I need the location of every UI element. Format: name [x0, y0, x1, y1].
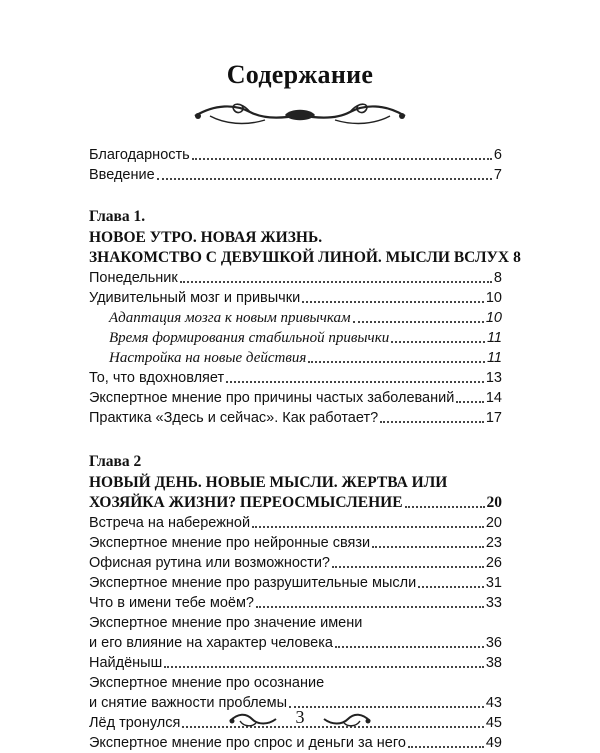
page-number: 3 [295, 707, 305, 727]
toc-entry[interactable]: Что в имени тебе моём? 33 [89, 595, 502, 611]
dot-leader [308, 361, 485, 363]
left-flourish-icon [228, 711, 278, 731]
dot-leader [252, 526, 484, 528]
dot-leader [408, 746, 484, 748]
dot-leader [380, 421, 484, 423]
toc-entry[interactable]: и его влияние на характер человека 36 [89, 635, 502, 651]
table-of-contents [89, 145, 521, 753]
dot-leader [256, 606, 484, 608]
toc-entry-line[interactable]: Экспертное мнение про значение имени [89, 615, 363, 631]
toc-entry[interactable]: Экспертное мнение про разрушительные мысли 31 [89, 575, 502, 591]
toc-entry[interactable]: Экспертное мнение про спрос и деньги за него 49 [89, 735, 502, 751]
toc-entry[interactable]: Практика «Здесь и сейчас». Как работает? 17 [89, 410, 502, 426]
dot-leader [391, 341, 485, 343]
toc-entry[interactable]: Экспертное мнение про причины частых заболеваний 14 [89, 390, 502, 406]
right-flourish-icon [322, 711, 372, 731]
dot-leader [418, 586, 484, 588]
toc-entry[interactable]: Офисная рутина или возможности? 26 [89, 555, 502, 571]
toc-entry-line[interactable]: Экспертное мнение про осознание [89, 675, 325, 691]
dot-leader [405, 506, 485, 508]
dot-leader [226, 381, 484, 383]
chapter-heading: Глава 1. [89, 208, 146, 225]
toc-subentry[interactable]: Настройка на новые действия 11 [109, 350, 502, 366]
chapter-heading: Глава 2 [89, 453, 142, 470]
dot-leader [335, 646, 484, 648]
flourish-ornament-icon [190, 98, 410, 132]
toc-subentry[interactable]: Время формирования стабильной привычки 11 [109, 330, 502, 346]
dot-leader [192, 158, 492, 160]
toc-subentry[interactable]: Адаптация мозга к новым привычкам 10 [109, 310, 502, 326]
dot-leader [456, 401, 484, 403]
dot-leader [332, 566, 484, 568]
dot-leader [180, 281, 492, 283]
chapter-title-entry[interactable]: ЗНАКОМСТВО С ДЕВУШКОЙ ЛИНОЙ. МЫСЛИ ВСЛУХ 8 [89, 249, 521, 266]
dot-leader [372, 546, 484, 548]
dot-leader [164, 666, 484, 668]
chapter-title-entry[interactable]: ХОЗЯЙКА ЖИЗНИ? ПЕРЕОСМЫСЛЕНИЕ 20 [89, 494, 502, 511]
page-title: Содержание [226, 60, 374, 89]
dot-leader [302, 301, 484, 303]
dot-leader [353, 321, 484, 323]
dot-leader [157, 178, 492, 180]
toc-entry[interactable]: Экспертное мнение про нейронные связи 23 [89, 535, 502, 551]
toc-entry[interactable]: Найдёныш 38 [89, 655, 502, 671]
chapter-title: НОВЫЙ ДЕНЬ. НОВЫЕ МЫСЛИ. ЖЕРТВА ИЛИ [89, 474, 448, 491]
toc-entry[interactable]: Введение 7 [89, 167, 502, 183]
toc-entry[interactable]: Встреча на набережной 20 [89, 515, 502, 531]
toc-entry[interactable]: Понедельник 8 [89, 270, 502, 286]
toc-entry[interactable]: То, что вдохновляет 13 [89, 370, 502, 386]
toc-entry[interactable]: и снятие важности проблемы 43 [89, 695, 502, 711]
toc-entry[interactable]: Удивительный мозг и привычки 10 [89, 290, 502, 306]
toc-entry[interactable]: Благодарность 6 [89, 147, 502, 163]
page-footer [0, 705, 600, 735]
toc-entry[interactable]: Лёд тронулся 45 [89, 715, 502, 731]
chapter-title: НОВОЕ УТРО. НОВАЯ ЖИЗНЬ. [89, 229, 323, 246]
